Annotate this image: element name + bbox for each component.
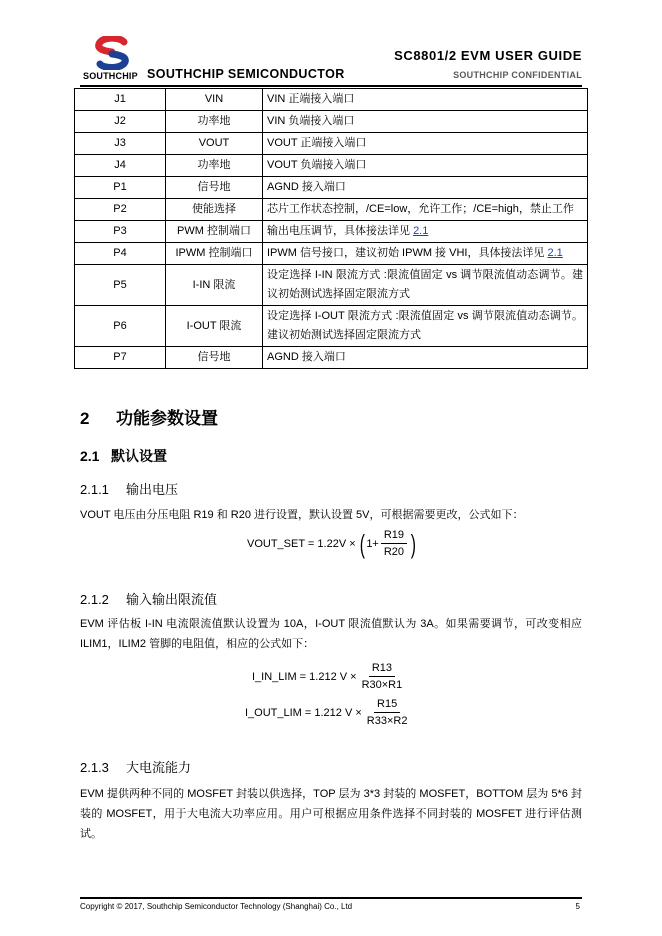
name-cell: IPWM 控制端口	[166, 243, 263, 265]
section-link[interactable]: 2.1	[413, 225, 429, 237]
table-row	[75, 306, 588, 347]
company-logo	[80, 36, 146, 82]
section-link[interactable]: 2.1	[547, 247, 563, 259]
iout-formula	[245, 697, 412, 728]
name-cell: VOUT	[166, 133, 263, 155]
pin-cell: P3	[75, 221, 166, 243]
pin-cell: J1	[75, 89, 166, 111]
desc-cell: VOUT 负端接入端口	[263, 155, 588, 177]
copyright-text: Copyright © 2017, Southchip Semiconductor Technology (Shanghai) Co., Ltd	[80, 902, 353, 911]
paragraph: VOUT 电压由分压电阻 R19 和 R20 进行设置，默认设置 5V，可根据需要更改，公式如下：	[80, 509, 524, 521]
iin-formula	[252, 661, 407, 692]
subsection-heading	[80, 446, 167, 466]
desc-cell: VIN 负端接入端口	[263, 111, 588, 133]
table-row	[75, 177, 588, 199]
pin-table	[74, 88, 588, 369]
pin-cell: J3	[75, 133, 166, 155]
desc-cell: 设定选择 I-OUT 限流方式 :限流值固定 vs 调节限流值动态调节。建议初始测试选择固定限流方式	[263, 306, 588, 347]
name-cell: 信号地	[166, 347, 263, 369]
table-row	[75, 89, 588, 111]
desc-text: IPWM 信号接口，建议初始 IPWM 接 VHI，具体接法详见	[267, 247, 548, 259]
footer-divider	[80, 897, 582, 899]
table-row	[75, 199, 588, 221]
formula-fraction	[381, 528, 407, 559]
table-row	[75, 155, 588, 177]
subsubsection-number: 2.1.3	[80, 760, 109, 775]
fraction-denominator: R30×R1	[361, 679, 403, 691]
page-number: 5	[575, 902, 580, 911]
fraction-numerator: R19	[381, 528, 407, 544]
formula-lhs: I_IN_LIM = 1.212 V ×	[252, 670, 357, 683]
name-cell: PWM 控制端口	[166, 221, 263, 243]
name-cell: 使能选择	[166, 199, 263, 221]
formula-fraction	[359, 661, 406, 692]
desc-cell: 设定选择 I-IN 限流方式 :限流值固定 vs 调节限流值动态调节。建议初始测试选择固定限流方式	[263, 265, 588, 306]
desc-cell: AGND 接入端口	[263, 177, 588, 199]
logo-text: SOUTHCHIP	[83, 71, 138, 81]
name-cell: I-IN 限流	[166, 265, 263, 306]
subsection-number: 2.1	[80, 448, 100, 464]
name-cell: 功率地	[166, 111, 263, 133]
pin-cell: P2	[75, 199, 166, 221]
pin-cell: P7	[75, 347, 166, 369]
desc-text: 输出电压调节，具体接法详见	[267, 225, 414, 237]
pin-cell: J2	[75, 111, 166, 133]
pin-cell: J4	[75, 155, 166, 177]
desc-cell: VIN 正端接入端口	[263, 89, 588, 111]
header-divider	[80, 85, 582, 87]
subsubsection-heading	[80, 589, 217, 608]
subsection-title: 默认设置	[111, 448, 167, 464]
logo-s-icon	[94, 36, 130, 70]
desc-cell: VOUT 正端接入端口	[263, 133, 588, 155]
pin-cell: P1	[75, 177, 166, 199]
subsubsection-number: 2.1.2	[80, 592, 109, 607]
document-title: SC8801/2 EVM USER GUIDE	[394, 48, 582, 63]
desc-cell: 芯片工作状态控制，/CE=low，允许工作；/CE=high，禁止工作	[263, 199, 588, 221]
fraction-numerator: R13	[369, 661, 395, 677]
name-cell: 功率地	[166, 155, 263, 177]
table-row	[75, 243, 588, 265]
paragraph: EVM 评估板 I-IN 电流限流值默认设置为 10A，I-OUT 限流值默认为 3A。如果需要调节，可改变相应 ILIM1，ILIM2 管脚的电阻值，相应的公式如下：	[80, 618, 582, 650]
subsubsection-title: 输出电压	[126, 482, 179, 497]
pin-cell: P6	[75, 306, 166, 347]
name-cell: 信号地	[166, 177, 263, 199]
table-row	[75, 133, 588, 155]
subsubsection-title: 大电流能力	[126, 760, 192, 775]
formula-one-plus: 1+	[366, 537, 379, 550]
section-heading	[80, 404, 218, 429]
table-row	[75, 221, 588, 243]
company-name: SOUTHCHIP SEMICONDUCTOR	[147, 67, 345, 81]
formula-fraction	[364, 697, 411, 728]
fraction-numerator: R15	[374, 697, 400, 713]
subsubsection-number: 2.1.1	[80, 482, 109, 497]
section-number: 2	[80, 409, 90, 428]
formula-lhs: VOUT_SET = 1.22V ×	[247, 537, 356, 550]
section-title: 功能参数设置	[116, 409, 218, 428]
desc-cell: AGND 接入端口	[263, 347, 588, 369]
name-cell: VIN	[166, 89, 263, 111]
desc-cell	[263, 243, 588, 265]
paragraph: EVM 提供两种不同的 MOSFET 封装以供选择，TOP 层为 3*3 封装的 MOSFET，BOTTOM 层为 5*6 封装的 MOSFET，用于大电流大功率应用。用户可根据应用条件选择不同封装的 MOSFET 进行评估测试。	[80, 788, 582, 840]
confidential-label: SOUTHCHIP CONFIDENTIAL	[453, 70, 582, 80]
fraction-denominator: R20	[383, 546, 405, 558]
name-cell: I-OUT 限流	[166, 306, 263, 347]
right-paren-icon: )	[410, 528, 416, 559]
table-row	[75, 265, 588, 306]
vout-formula	[247, 528, 418, 559]
subsubsection-heading	[80, 757, 191, 776]
pin-cell: P5	[75, 265, 166, 306]
subsubsection-title: 输入输出限流值	[126, 592, 218, 607]
pin-cell: P4	[75, 243, 166, 265]
page-header	[80, 36, 582, 86]
formula-lhs: I_OUT_LIM = 1.212 V ×	[245, 706, 362, 719]
subsubsection-heading	[80, 479, 178, 498]
fraction-denominator: R33×R2	[366, 715, 408, 727]
table-row	[75, 111, 588, 133]
desc-cell	[263, 221, 588, 243]
table-row	[75, 347, 588, 369]
left-paren-icon: (	[359, 528, 365, 559]
